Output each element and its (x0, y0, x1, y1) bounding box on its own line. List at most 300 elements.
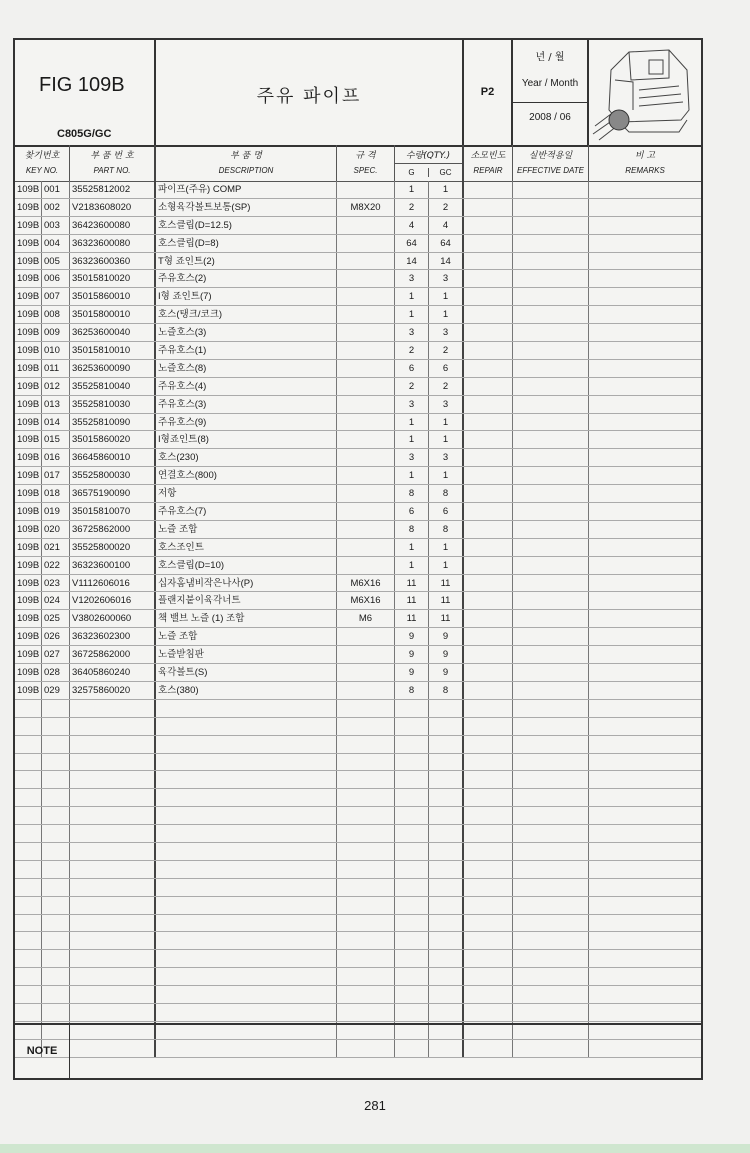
cell-spec (337, 217, 395, 234)
cell-seq: 022 (42, 557, 70, 574)
blank-row (15, 718, 701, 736)
cell-gc: 1 (429, 557, 464, 574)
cell-spec (337, 968, 395, 985)
cell-gc: 8 (429, 485, 464, 502)
cell-desc (156, 771, 337, 788)
cell-desc: 호스조인트 (156, 539, 337, 556)
cell-rem (589, 646, 701, 663)
table-row (15, 431, 701, 449)
cell-eff (513, 467, 589, 484)
table-row (15, 253, 701, 271)
cell-part (70, 915, 156, 932)
cell-spec: M6X16 (337, 592, 395, 609)
cell-seq: 007 (42, 288, 70, 305)
table-row (15, 521, 701, 539)
cell-gc (429, 736, 464, 753)
cell-part: 36423600080 (70, 217, 156, 234)
cell-gc: 11 (429, 592, 464, 609)
cell-key: 109B (15, 324, 42, 341)
cell-spec (337, 485, 395, 502)
cell-seq: 019 (42, 503, 70, 520)
cell-rep (464, 986, 513, 1003)
cell-seq: 028 (42, 664, 70, 681)
cell-eff (513, 754, 589, 771)
cell-gc (429, 897, 464, 914)
cell-part: 36645860010 (70, 449, 156, 466)
cell-desc: 플랜지붙이육각너트 (156, 592, 337, 609)
cell-rep (464, 270, 513, 287)
cell-spec (337, 646, 395, 663)
cell-eff (513, 485, 589, 502)
table-row (15, 557, 701, 575)
cell-rem (589, 521, 701, 538)
blank-row (15, 968, 701, 986)
cell-seq: 005 (42, 253, 70, 270)
cell-eff (513, 718, 589, 735)
cell-key (15, 754, 42, 771)
cell-key: 109B (15, 485, 42, 502)
cell-spec (337, 915, 395, 932)
cell-key: 109B (15, 199, 42, 216)
cell-spec (337, 807, 395, 824)
cell-g: 3 (395, 270, 429, 287)
cell-part: 36725862000 (70, 521, 156, 538)
cell-rep (464, 736, 513, 753)
cell-rep (464, 718, 513, 735)
cell-rem (589, 825, 701, 842)
cell-key: 109B (15, 646, 42, 663)
cell-rep (464, 306, 513, 323)
cell-part (70, 897, 156, 914)
cell-desc: 노즐받침판 (156, 646, 337, 663)
note-label: NOTE (15, 1025, 70, 1078)
cell-rep (464, 360, 513, 377)
page-code: P2 (480, 86, 495, 98)
cell-gc: 2 (429, 199, 464, 216)
cell-seq (42, 771, 70, 788)
cell-spec (337, 557, 395, 574)
cell-key (15, 843, 42, 860)
cell-seq (42, 789, 70, 806)
blank-row (15, 879, 701, 897)
cell-g (395, 897, 429, 914)
cell-rem (589, 700, 701, 717)
cell-rem (589, 288, 701, 305)
cell-spec (337, 342, 395, 359)
cell-eff (513, 199, 589, 216)
cell-key: 109B (15, 682, 42, 699)
cell-desc (156, 915, 337, 932)
year-month-cell (513, 40, 589, 145)
cell-gc: 9 (429, 664, 464, 681)
cell-part: 35015860010 (70, 288, 156, 305)
cell-gc (429, 700, 464, 717)
cell-gc (429, 843, 464, 860)
cell-part: 35525810030 (70, 396, 156, 413)
cell-rem (589, 485, 701, 502)
cell-rep (464, 968, 513, 985)
cell-gc (429, 932, 464, 949)
cell-seq: 012 (42, 378, 70, 395)
cell-rem (589, 253, 701, 270)
cell-key (15, 789, 42, 806)
cell-desc (156, 879, 337, 896)
cell-g: 64 (395, 235, 429, 252)
cell-desc: 십자홈냄비작은나사(P) (156, 575, 337, 592)
page-code-cell (464, 40, 513, 145)
cell-seq: 004 (42, 235, 70, 252)
cell-g (395, 1004, 429, 1021)
cell-key: 109B (15, 217, 42, 234)
cell-part (70, 700, 156, 717)
table-row (15, 342, 701, 360)
cell-rem (589, 718, 701, 735)
table-row (15, 449, 701, 467)
cell-rem (589, 789, 701, 806)
cell-spec (337, 718, 395, 735)
cell-rem (589, 396, 701, 413)
cell-eff (513, 235, 589, 252)
parts-table-body (15, 181, 701, 1058)
cell-eff (513, 700, 589, 717)
cell-eff (513, 664, 589, 681)
table-row (15, 324, 701, 342)
cell-part (70, 932, 156, 949)
cell-eff (513, 414, 589, 431)
cell-key (15, 825, 42, 842)
cell-g (395, 950, 429, 967)
cell-spec (337, 467, 395, 484)
cell-eff (513, 843, 589, 860)
cell-key (15, 736, 42, 753)
qty-g-header: G (395, 168, 429, 177)
cell-g: 1 (395, 414, 429, 431)
cell-gc: 9 (429, 646, 464, 663)
cell-rep (464, 754, 513, 771)
cell-key (15, 968, 42, 985)
effective-date-header: 실반적용일 EFFECTIVE DATE (513, 145, 589, 181)
cell-desc: 주유호스(3) (156, 396, 337, 413)
cell-key: 109B (15, 449, 42, 466)
cell-gc (429, 861, 464, 878)
cell-g: 2 (395, 199, 429, 216)
cell-rep (464, 646, 513, 663)
cell-desc (156, 950, 337, 967)
cell-seq (42, 915, 70, 932)
cell-desc (156, 807, 337, 824)
blank-row (15, 700, 701, 718)
cell-eff (513, 968, 589, 985)
cell-rem (589, 897, 701, 914)
cell-part (70, 843, 156, 860)
cell-eff (513, 449, 589, 466)
cell-g: 3 (395, 449, 429, 466)
cell-desc: 호스클립(D=12.5) (156, 217, 337, 234)
cell-g: 9 (395, 628, 429, 645)
cell-part (70, 968, 156, 985)
cell-spec: M6X16 (337, 575, 395, 592)
cell-rep (464, 628, 513, 645)
cell-seq: 017 (42, 467, 70, 484)
cell-rem (589, 378, 701, 395)
cell-rem (589, 736, 701, 753)
cell-g: 2 (395, 342, 429, 359)
blank-row (15, 771, 701, 789)
cell-gc: 11 (429, 575, 464, 592)
cell-spec (337, 306, 395, 323)
cell-key: 109B (15, 664, 42, 681)
table-row (15, 288, 701, 306)
cell-seq: 023 (42, 575, 70, 592)
cell-eff (513, 789, 589, 806)
table-row (15, 378, 701, 396)
cell-rep (464, 181, 513, 198)
cell-gc: 1 (429, 181, 464, 198)
title-cell (156, 40, 464, 145)
year-month-divider (513, 102, 587, 103)
cell-seq (42, 825, 70, 842)
cell-spec (337, 879, 395, 896)
cell-rep (464, 682, 513, 699)
cell-rem (589, 360, 701, 377)
cell-eff (513, 879, 589, 896)
cell-key: 109B (15, 592, 42, 609)
cell-rem (589, 431, 701, 448)
cell-g: 8 (395, 485, 429, 502)
year-month-korean: 년 / 월 (535, 52, 565, 63)
cell-spec: M6 (337, 610, 395, 627)
issue-date: 2008 / 06 (529, 112, 571, 123)
cell-seq: 020 (42, 521, 70, 538)
cell-part: 35525800030 (70, 467, 156, 484)
cell-spec (337, 431, 395, 448)
cell-part: 36405860240 (70, 664, 156, 681)
cell-key: 109B (15, 342, 42, 359)
cell-key: 109B (15, 378, 42, 395)
cell-rep (464, 950, 513, 967)
cell-key (15, 861, 42, 878)
cell-rep (464, 414, 513, 431)
cell-key: 109B (15, 575, 42, 592)
cell-rep (464, 861, 513, 878)
cell-eff (513, 270, 589, 287)
cell-part: 36323600080 (70, 235, 156, 252)
cell-g: 6 (395, 503, 429, 520)
cell-desc: 주유호스(9) (156, 414, 337, 431)
cell-gc: 2 (429, 378, 464, 395)
cell-rep (464, 378, 513, 395)
cell-rep (464, 771, 513, 788)
table-row (15, 610, 701, 628)
blank-row (15, 1004, 701, 1022)
cell-desc: 호스(230) (156, 449, 337, 466)
cell-spec (337, 897, 395, 914)
cell-g (395, 968, 429, 985)
bottom-bar (0, 1144, 750, 1153)
cell-spec (337, 664, 395, 681)
cell-eff (513, 771, 589, 788)
spec-header: 규 격 SPEC. (337, 145, 395, 181)
cell-eff (513, 575, 589, 592)
cell-gc: 6 (429, 360, 464, 377)
cell-rep (464, 700, 513, 717)
cell-eff (513, 521, 589, 538)
cell-rep (464, 664, 513, 681)
cell-key: 109B (15, 235, 42, 252)
cell-rem (589, 414, 701, 431)
cell-desc: 주유호스(1) (156, 342, 337, 359)
cell-key (15, 718, 42, 735)
cell-part: V3802600060 (70, 610, 156, 627)
cell-g (395, 700, 429, 717)
cell-spec (337, 396, 395, 413)
cell-seq (42, 861, 70, 878)
sheet-title: 주유 파이프 (256, 86, 362, 107)
cell-g (395, 932, 429, 949)
cell-g: 1 (395, 467, 429, 484)
cell-eff (513, 736, 589, 753)
blank-row (15, 986, 701, 1004)
cell-desc (156, 843, 337, 860)
cell-rep (464, 932, 513, 949)
cell-gc: 8 (429, 682, 464, 699)
table-row (15, 539, 701, 557)
cell-part (70, 718, 156, 735)
cell-eff (513, 306, 589, 323)
blank-row (15, 736, 701, 754)
cell-part: 35015860020 (70, 431, 156, 448)
cell-eff (513, 897, 589, 914)
cell-part: 32575860020 (70, 682, 156, 699)
cell-eff (513, 646, 589, 663)
cell-seq: 003 (42, 217, 70, 234)
cell-eff (513, 181, 589, 198)
cell-gc: 3 (429, 396, 464, 413)
cell-gc: 3 (429, 324, 464, 341)
cell-desc: 주유호스(7) (156, 503, 337, 520)
cell-spec (337, 539, 395, 556)
cell-g: 8 (395, 682, 429, 699)
cell-key: 109B (15, 414, 42, 431)
blank-row (15, 825, 701, 843)
cell-g (395, 861, 429, 878)
cell-desc: 노즐호스(8) (156, 360, 337, 377)
cell-gc: 8 (429, 521, 464, 538)
cell-seq: 002 (42, 199, 70, 216)
cell-rem (589, 843, 701, 860)
cell-seq (42, 1004, 70, 1021)
cell-gc (429, 754, 464, 771)
cell-eff (513, 378, 589, 395)
cell-part: 35525812002 (70, 181, 156, 198)
cell-rep (464, 610, 513, 627)
cell-desc (156, 986, 337, 1003)
cell-eff (513, 861, 589, 878)
cell-g (395, 789, 429, 806)
cell-part: 35015810070 (70, 503, 156, 520)
cell-part: 35015810010 (70, 342, 156, 359)
blank-row (15, 950, 701, 968)
cell-spec (337, 378, 395, 395)
cell-part (70, 950, 156, 967)
cell-rem (589, 986, 701, 1003)
cell-spec: M8X20 (337, 199, 395, 216)
cell-eff (513, 539, 589, 556)
cell-desc: 호스클립(D=10) (156, 557, 337, 574)
cell-spec (337, 628, 395, 645)
machine-illustration (589, 40, 701, 145)
cell-gc (429, 825, 464, 842)
cell-desc: 호스클립(D=8) (156, 235, 337, 252)
cell-desc: 호스(탱크/코크) (156, 306, 337, 323)
cell-key: 109B (15, 557, 42, 574)
cell-rem (589, 664, 701, 681)
cell-rem (589, 181, 701, 198)
cell-gc: 2 (429, 342, 464, 359)
cell-g: 8 (395, 521, 429, 538)
cell-rem (589, 807, 701, 824)
cell-spec (337, 789, 395, 806)
cell-desc (156, 897, 337, 914)
cell-eff (513, 807, 589, 824)
cell-eff (513, 217, 589, 234)
table-row (15, 360, 701, 378)
cell-key: 109B (15, 396, 42, 413)
blank-row (15, 754, 701, 772)
cell-g: 1 (395, 539, 429, 556)
cell-gc (429, 986, 464, 1003)
table-row (15, 217, 701, 235)
cell-desc: 주유호스(2) (156, 270, 337, 287)
column-headers (15, 145, 701, 182)
cell-part: 36253600040 (70, 324, 156, 341)
cell-desc (156, 736, 337, 753)
table-row (15, 270, 701, 288)
cell-rem (589, 575, 701, 592)
table-row (15, 646, 701, 664)
cell-eff (513, 396, 589, 413)
cell-rem (589, 879, 701, 896)
cell-rem (589, 628, 701, 645)
cell-seq: 006 (42, 270, 70, 287)
cell-key (15, 950, 42, 967)
cell-spec (337, 986, 395, 1003)
cell-rep (464, 807, 513, 824)
cell-g: 3 (395, 324, 429, 341)
cell-spec (337, 861, 395, 878)
cell-rem (589, 467, 701, 484)
cell-g (395, 736, 429, 753)
cell-key (15, 700, 42, 717)
cell-g: 11 (395, 610, 429, 627)
cell-g (395, 825, 429, 842)
cell-key (15, 932, 42, 949)
cell-seq: 029 (42, 682, 70, 699)
description-header: 부 품 명 DESCRIPTION (156, 145, 337, 181)
table-row (15, 485, 701, 503)
cell-desc: 저항 (156, 485, 337, 502)
cell-part: V2183608020 (70, 199, 156, 216)
cell-rep (464, 843, 513, 860)
table-row (15, 682, 701, 700)
cell-key: 109B (15, 306, 42, 323)
cell-key (15, 879, 42, 896)
cell-part: 36575190090 (70, 485, 156, 502)
cell-gc (429, 879, 464, 896)
cell-key: 109B (15, 431, 42, 448)
cell-desc (156, 968, 337, 985)
cell-spec (337, 825, 395, 842)
